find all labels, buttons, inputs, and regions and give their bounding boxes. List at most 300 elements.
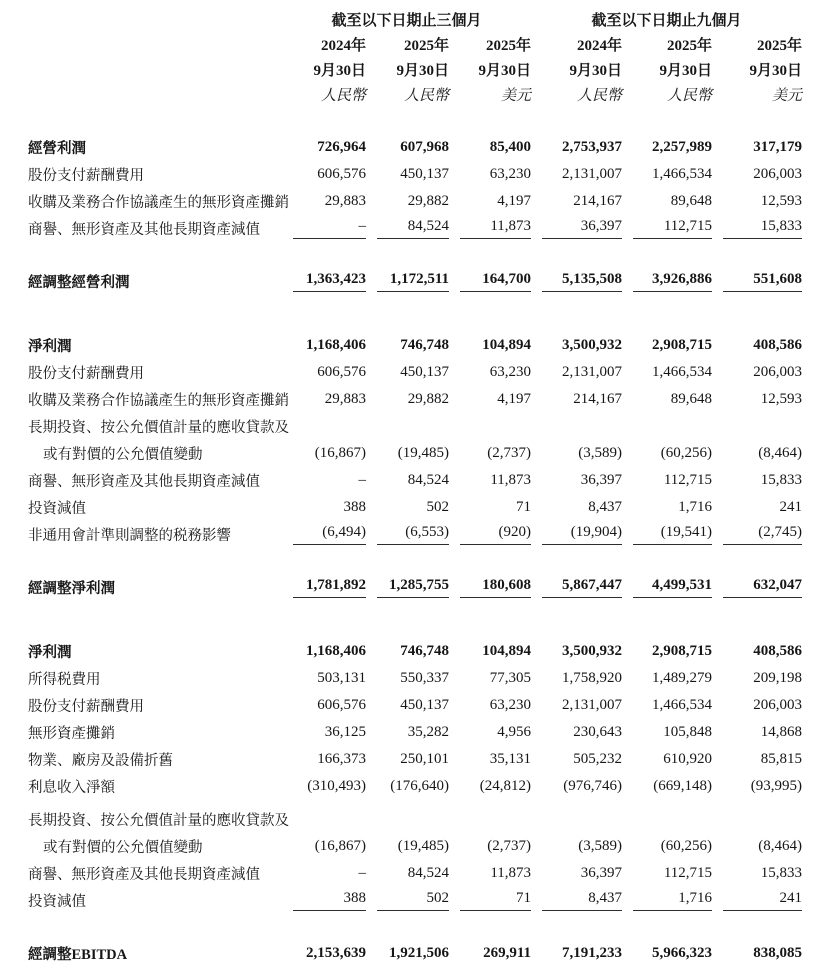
table-row bbox=[28, 638, 802, 665]
value-cell bbox=[622, 161, 712, 188]
value-text: 1,466,534 bbox=[652, 166, 713, 182]
spacer-cell bbox=[28, 548, 802, 574]
value-text: 607,968 bbox=[400, 139, 449, 155]
value-cell bbox=[282, 268, 366, 295]
value-text: 502 bbox=[426, 499, 449, 515]
column-date-3: 9月30日 bbox=[569, 63, 623, 79]
value-text: 5,966,323 bbox=[652, 945, 713, 961]
value-cell bbox=[712, 833, 802, 860]
column-date-5: 9月30日 bbox=[749, 63, 803, 79]
value-cell bbox=[531, 440, 622, 467]
value-cell bbox=[712, 413, 802, 440]
value-cell bbox=[366, 860, 449, 887]
value-text: 105,848 bbox=[663, 724, 713, 740]
table-row bbox=[28, 665, 802, 692]
value-cell bbox=[449, 746, 531, 773]
value-text: 89,648 bbox=[670, 193, 713, 209]
value-text: 35,282 bbox=[407, 724, 449, 740]
value-cell bbox=[449, 860, 531, 887]
value-cell bbox=[282, 692, 366, 719]
value-text: 1,285,755 bbox=[377, 577, 449, 598]
value-text: 36,397 bbox=[580, 865, 623, 881]
period-group-row bbox=[28, 6, 802, 32]
table-row bbox=[28, 188, 802, 215]
table-row bbox=[28, 467, 802, 494]
value-text: 1,716 bbox=[633, 890, 712, 911]
value-text: 5,867,447 bbox=[542, 577, 622, 598]
value-text: 2,131,007 bbox=[562, 697, 623, 713]
value-text: 388 bbox=[293, 890, 366, 911]
value-cell bbox=[622, 574, 712, 601]
value-text: 1,758,920 bbox=[562, 670, 623, 686]
value-text: 63,230 bbox=[489, 697, 532, 713]
value-text: – bbox=[358, 865, 366, 881]
value-text: 4,956 bbox=[497, 724, 532, 740]
value-text: 4,499,531 bbox=[633, 577, 712, 598]
value-text: (3,589) bbox=[578, 838, 623, 854]
value-text: 206,003 bbox=[753, 364, 803, 380]
value-text: (24,812) bbox=[479, 778, 532, 794]
value-text: 14,868 bbox=[760, 724, 803, 740]
table-row bbox=[28, 574, 802, 601]
value-text: 63,230 bbox=[489, 364, 532, 380]
value-text: 2,908,715 bbox=[652, 643, 713, 659]
value-cell bbox=[366, 467, 449, 494]
value-text: (310,493) bbox=[307, 778, 366, 794]
row-label: 無形資產攤銷 bbox=[28, 726, 115, 742]
value-cell bbox=[282, 467, 366, 494]
value-text: 11,873 bbox=[490, 472, 532, 488]
value-cell bbox=[282, 773, 366, 800]
spacer-row bbox=[28, 601, 802, 638]
value-text: 8,437 bbox=[588, 499, 623, 515]
row-label: 非通用會計準則調整的税務影響 bbox=[28, 528, 231, 544]
value-cell bbox=[531, 215, 622, 242]
value-cell bbox=[712, 521, 802, 548]
column-date-2: 9月30日 bbox=[478, 63, 532, 79]
value-cell bbox=[531, 161, 622, 188]
value-cell bbox=[622, 386, 712, 413]
value-cell bbox=[449, 134, 531, 161]
table-row bbox=[28, 494, 802, 521]
column-currency-0: 人民幣 bbox=[320, 88, 366, 104]
table-row bbox=[28, 692, 802, 719]
value-cell bbox=[282, 746, 366, 773]
value-text: 3,926,886 bbox=[633, 271, 712, 292]
value-text: 3,500,932 bbox=[562, 643, 623, 659]
value-text: 408,586 bbox=[753, 643, 803, 659]
value-text: (19,485) bbox=[397, 445, 449, 461]
value-text: 3,500,932 bbox=[562, 337, 623, 353]
header-label-spacer bbox=[28, 82, 282, 134]
value-cell bbox=[712, 719, 802, 746]
value-cell bbox=[712, 134, 802, 161]
value-text: 15,833 bbox=[760, 472, 803, 488]
value-text: 551,608 bbox=[723, 271, 802, 292]
value-text: 610,920 bbox=[663, 751, 713, 767]
value-text: 1,489,279 bbox=[652, 670, 713, 686]
value-cell bbox=[712, 215, 802, 242]
value-cell bbox=[282, 440, 366, 467]
value-cell bbox=[712, 359, 802, 386]
value-cell bbox=[531, 268, 622, 295]
value-text: (19,485) bbox=[397, 838, 449, 854]
value-text: 36,397 bbox=[542, 218, 622, 239]
value-text: 29,883 bbox=[324, 391, 366, 407]
value-cell bbox=[712, 860, 802, 887]
value-cell bbox=[712, 440, 802, 467]
value-cell bbox=[449, 806, 531, 833]
value-cell bbox=[531, 467, 622, 494]
value-text: 112,715 bbox=[663, 865, 713, 881]
value-text: 503,131 bbox=[317, 670, 366, 686]
value-cell bbox=[531, 332, 622, 359]
value-text: 1,466,534 bbox=[652, 697, 713, 713]
value-cell bbox=[366, 521, 449, 548]
value-text: (16,867) bbox=[314, 445, 366, 461]
value-text: 1,168,406 bbox=[306, 643, 366, 659]
value-text: 71 bbox=[516, 499, 532, 515]
value-cell bbox=[449, 638, 531, 665]
value-cell bbox=[366, 440, 449, 467]
value-cell bbox=[712, 494, 802, 521]
value-text: (6,553) bbox=[377, 524, 449, 545]
value-cell bbox=[449, 719, 531, 746]
value-text: 241 bbox=[723, 890, 802, 911]
value-text: 63,230 bbox=[489, 166, 532, 182]
spacer-row bbox=[28, 914, 802, 940]
value-cell bbox=[622, 746, 712, 773]
value-cell bbox=[282, 574, 366, 601]
period-group-nine-months: 截至以下日期止九個月 bbox=[591, 12, 742, 29]
period-group-three-months: 截至以下日期止三個月 bbox=[331, 12, 482, 29]
row-label: 經營利潤 bbox=[28, 141, 86, 157]
row-label: 收購及業務合作協議產生的無形資產攤銷 bbox=[28, 393, 289, 409]
row-label: 利息收入淨額 bbox=[28, 780, 115, 796]
value-cell bbox=[531, 665, 622, 692]
table-row bbox=[28, 440, 802, 467]
value-cell bbox=[712, 773, 802, 800]
row-label: 收購及業務合作協議產生的無形資產攤銷 bbox=[28, 195, 289, 211]
value-cell bbox=[366, 134, 449, 161]
value-text: 214,167 bbox=[573, 391, 623, 407]
value-cell bbox=[531, 940, 622, 967]
value-cell bbox=[531, 638, 622, 665]
table-row bbox=[28, 134, 802, 161]
column-date-1: 9月30日 bbox=[396, 63, 449, 79]
financial-table bbox=[28, 6, 802, 967]
value-text: 2,131,007 bbox=[562, 166, 623, 182]
value-text: 4,197 bbox=[497, 193, 532, 209]
value-cell bbox=[282, 494, 366, 521]
table-row bbox=[28, 413, 802, 440]
value-text: 2,257,989 bbox=[652, 139, 713, 155]
column-year-3: 2024年 bbox=[577, 38, 623, 54]
value-cell bbox=[366, 161, 449, 188]
value-text: 632,047 bbox=[723, 577, 802, 598]
row-label: 淨利潤 bbox=[28, 645, 72, 661]
value-cell bbox=[282, 161, 366, 188]
value-cell bbox=[531, 692, 622, 719]
row-label: 商譽、無形資產及其他長期資產減值 bbox=[28, 222, 260, 238]
value-text: 2,753,937 bbox=[562, 139, 623, 155]
row-label: 商譽、無形資產及其他長期資產減值 bbox=[28, 474, 260, 490]
value-text: 84,524 bbox=[407, 472, 449, 488]
value-cell bbox=[449, 386, 531, 413]
value-cell bbox=[366, 719, 449, 746]
value-cell bbox=[366, 574, 449, 601]
value-cell bbox=[531, 521, 622, 548]
row-label: 所得税費用 bbox=[28, 672, 101, 688]
spacer-cell bbox=[28, 601, 802, 638]
spacer-cell bbox=[28, 914, 802, 940]
value-cell bbox=[366, 833, 449, 860]
value-cell bbox=[366, 940, 449, 967]
value-text: (16,867) bbox=[314, 838, 366, 854]
value-cell bbox=[531, 746, 622, 773]
value-text: 180,608 bbox=[460, 577, 531, 598]
value-cell bbox=[449, 887, 531, 914]
value-text: 230,643 bbox=[573, 724, 623, 740]
value-text: 166,373 bbox=[317, 751, 366, 767]
value-text: 11,873 bbox=[490, 865, 532, 881]
value-text: (19,541) bbox=[633, 524, 712, 545]
value-cell bbox=[366, 268, 449, 295]
column-currency-4: 人民幣 bbox=[667, 88, 713, 104]
value-text: 36,397 bbox=[580, 472, 623, 488]
value-text: (8,464) bbox=[758, 838, 803, 854]
value-text: 164,700 bbox=[460, 271, 531, 292]
value-text: 550,337 bbox=[400, 670, 449, 686]
value-cell bbox=[712, 692, 802, 719]
value-text: 606,576 bbox=[317, 364, 366, 380]
value-cell bbox=[282, 833, 366, 860]
value-text: 450,137 bbox=[400, 697, 449, 713]
value-cell bbox=[712, 806, 802, 833]
header-label-spacer bbox=[28, 57, 282, 82]
row-label: 或有對價的公允價值變動 bbox=[43, 840, 203, 856]
value-cell bbox=[366, 359, 449, 386]
value-cell bbox=[282, 940, 366, 967]
value-cell bbox=[622, 467, 712, 494]
value-cell bbox=[531, 806, 622, 833]
value-text: 1,781,892 bbox=[293, 577, 366, 598]
value-cell bbox=[449, 665, 531, 692]
value-text: (6,494) bbox=[293, 524, 366, 545]
table-row bbox=[28, 746, 802, 773]
value-cell bbox=[622, 773, 712, 800]
column-year-5: 2025年 bbox=[757, 38, 803, 54]
value-cell bbox=[622, 494, 712, 521]
value-cell bbox=[531, 860, 622, 887]
table-row bbox=[28, 521, 802, 548]
value-text: 250,101 bbox=[400, 751, 449, 767]
value-text: 84,524 bbox=[377, 218, 449, 239]
value-cell bbox=[531, 719, 622, 746]
value-cell bbox=[622, 332, 712, 359]
value-cell bbox=[449, 413, 531, 440]
column-currency-3: 人民幣 bbox=[577, 88, 623, 104]
value-text: (19,904) bbox=[542, 524, 622, 545]
value-text: 606,576 bbox=[317, 697, 366, 713]
value-cell bbox=[622, 134, 712, 161]
value-cell bbox=[282, 188, 366, 215]
value-cell bbox=[712, 665, 802, 692]
value-text: 85,400 bbox=[489, 139, 532, 155]
value-cell bbox=[449, 215, 531, 242]
table-header bbox=[28, 6, 802, 134]
row-label: 或有對價的公允價值變動 bbox=[43, 447, 203, 463]
year-header-row bbox=[28, 32, 802, 57]
value-cell bbox=[622, 692, 712, 719]
value-text: 7,191,233 bbox=[562, 945, 623, 961]
value-cell bbox=[622, 359, 712, 386]
column-year-0: 2024年 bbox=[320, 38, 366, 54]
header-label-spacer bbox=[28, 32, 282, 57]
table-row bbox=[28, 773, 802, 800]
value-cell bbox=[366, 887, 449, 914]
column-currency-5: 美元 bbox=[772, 88, 803, 104]
column-currency-2: 美元 bbox=[501, 88, 532, 104]
value-cell bbox=[366, 806, 449, 833]
value-cell bbox=[712, 161, 802, 188]
value-text: 15,833 bbox=[723, 218, 802, 239]
value-text: 89,648 bbox=[670, 391, 713, 407]
value-cell bbox=[622, 940, 712, 967]
value-text: 11,873 bbox=[460, 218, 531, 239]
value-text: (669,148) bbox=[653, 778, 713, 794]
table-body bbox=[28, 134, 802, 967]
value-text: 112,715 bbox=[663, 472, 713, 488]
value-text: 12,593 bbox=[760, 391, 803, 407]
value-cell bbox=[449, 692, 531, 719]
value-text: 388 bbox=[343, 499, 366, 515]
value-cell bbox=[366, 665, 449, 692]
value-cell bbox=[531, 887, 622, 914]
date-header-row bbox=[28, 57, 802, 82]
value-cell bbox=[622, 833, 712, 860]
table-row bbox=[28, 887, 802, 914]
row-label: 股份支付薪酬費用 bbox=[28, 168, 144, 184]
value-cell bbox=[622, 413, 712, 440]
value-cell bbox=[366, 413, 449, 440]
value-text: 214,167 bbox=[573, 193, 623, 209]
value-text: 1,363,423 bbox=[293, 271, 366, 292]
column-currency-1: 人民幣 bbox=[403, 88, 449, 104]
value-cell bbox=[282, 332, 366, 359]
value-cell bbox=[622, 521, 712, 548]
spacer-row bbox=[28, 548, 802, 574]
value-text: 1,921,506 bbox=[389, 945, 449, 961]
spacer-row bbox=[28, 295, 802, 332]
value-cell bbox=[531, 413, 622, 440]
value-text: (3,589) bbox=[578, 445, 623, 461]
value-text: 1,716 bbox=[678, 499, 713, 515]
value-text: 29,882 bbox=[407, 391, 449, 407]
row-label: 股份支付薪酬費用 bbox=[28, 366, 144, 382]
value-text: 269,911 bbox=[483, 945, 532, 961]
value-text: 450,137 bbox=[400, 364, 449, 380]
column-date-0: 9月30日 bbox=[313, 63, 366, 79]
currency-header-row bbox=[28, 82, 802, 134]
value-cell bbox=[712, 887, 802, 914]
value-cell bbox=[712, 574, 802, 601]
table-row bbox=[28, 268, 802, 295]
value-cell bbox=[282, 860, 366, 887]
value-text: 104,894 bbox=[482, 643, 532, 659]
value-cell bbox=[282, 887, 366, 914]
value-text: 4,197 bbox=[497, 391, 532, 407]
value-cell bbox=[622, 188, 712, 215]
value-text: 502 bbox=[377, 890, 449, 911]
value-cell bbox=[622, 806, 712, 833]
row-label: 經調整EBITDA bbox=[28, 947, 128, 963]
value-text: 450,137 bbox=[400, 166, 449, 182]
value-text: 746,748 bbox=[400, 643, 449, 659]
value-text: (2,737) bbox=[487, 838, 532, 854]
value-text: 35,131 bbox=[489, 751, 532, 767]
value-text: 209,198 bbox=[753, 670, 803, 686]
value-cell bbox=[531, 359, 622, 386]
value-cell bbox=[449, 161, 531, 188]
value-text: 206,003 bbox=[753, 166, 803, 182]
value-cell bbox=[449, 268, 531, 295]
value-cell bbox=[366, 638, 449, 665]
value-cell bbox=[531, 574, 622, 601]
row-label: 股份支付薪酬費用 bbox=[28, 699, 144, 715]
value-cell bbox=[449, 773, 531, 800]
value-cell bbox=[531, 188, 622, 215]
value-text: 5,135,508 bbox=[542, 271, 622, 292]
value-text: 77,305 bbox=[489, 670, 532, 686]
value-cell bbox=[622, 215, 712, 242]
value-text: 1,172,511 bbox=[377, 271, 449, 292]
value-cell bbox=[449, 494, 531, 521]
table-row bbox=[28, 719, 802, 746]
value-cell bbox=[366, 188, 449, 215]
row-label: 長期投資、按公允價值計量的應收貸款及 bbox=[28, 813, 289, 829]
value-cell bbox=[449, 574, 531, 601]
value-cell bbox=[282, 215, 366, 242]
table-row bbox=[28, 940, 802, 967]
value-text: 104,894 bbox=[482, 337, 532, 353]
value-cell bbox=[531, 386, 622, 413]
value-text: 8,437 bbox=[542, 890, 622, 911]
spacer-cell bbox=[28, 242, 802, 268]
value-text: 36,125 bbox=[324, 724, 366, 740]
value-cell bbox=[449, 467, 531, 494]
value-cell bbox=[282, 386, 366, 413]
row-label: 商譽、無形資產及其他長期資產減值 bbox=[28, 867, 260, 883]
value-cell bbox=[366, 215, 449, 242]
spacer-row bbox=[28, 242, 802, 268]
value-text: (976,746) bbox=[563, 778, 623, 794]
table-row bbox=[28, 386, 802, 413]
value-text: (920) bbox=[460, 524, 531, 545]
value-cell bbox=[366, 332, 449, 359]
row-label: 經調整淨利潤 bbox=[28, 581, 115, 597]
value-cell bbox=[531, 134, 622, 161]
value-text: 1,466,534 bbox=[652, 364, 713, 380]
value-text: 1,168,406 bbox=[306, 337, 366, 353]
value-cell bbox=[712, 332, 802, 359]
value-text: 29,883 bbox=[324, 193, 366, 209]
value-text: 2,153,639 bbox=[306, 945, 366, 961]
value-cell bbox=[282, 134, 366, 161]
row-label: 淨利潤 bbox=[28, 339, 72, 355]
value-text: 838,085 bbox=[753, 945, 803, 961]
value-cell bbox=[366, 386, 449, 413]
